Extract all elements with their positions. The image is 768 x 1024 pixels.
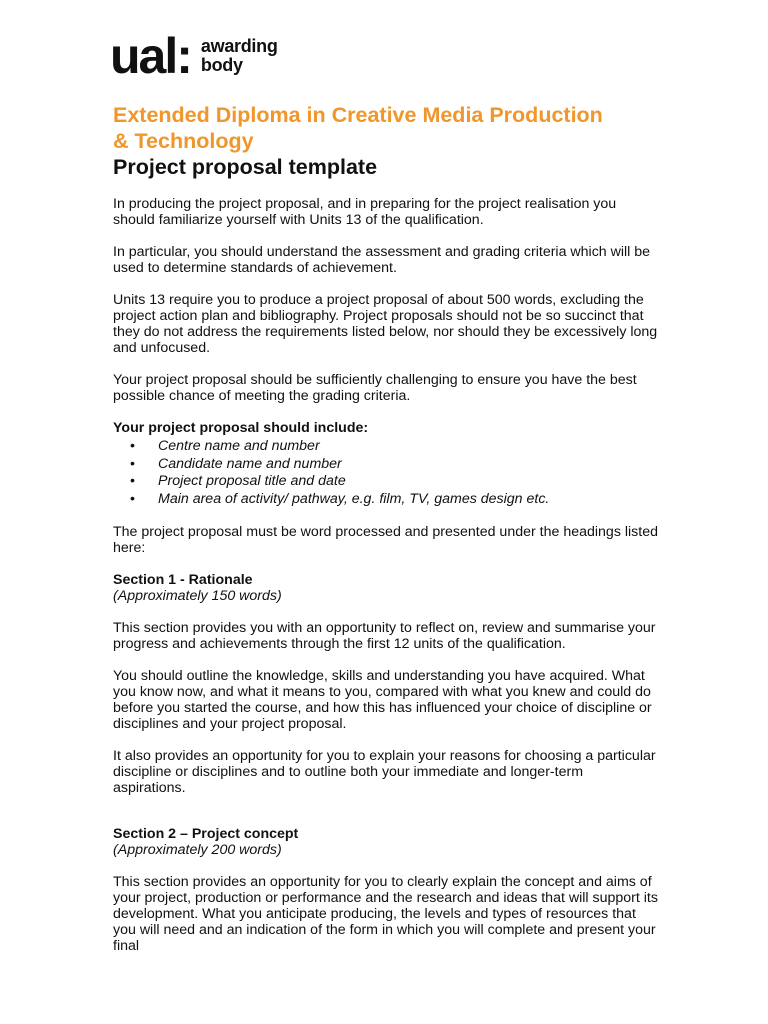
intro-paragraph-4: Your project proposal should be sufficiently challenging to ensure you have the best possible chance of meeting the grading criteria. [113, 372, 637, 404]
section-2-heading: Section 2 – Project concept [113, 826, 299, 842]
bullet-icon: • [130, 455, 135, 472]
section-2-paragraph-1: This section provides an opportunity for you to clearly explain the concept and aims of your project, production or performance and the research and ideas that will support its development. What you anticipate producing, the levels and types of resources that you will need and an indication of the form in which you will complete and present your final [113, 874, 658, 954]
section-2-word-count: (Approximately 200 words) [113, 842, 282, 858]
bullet-icon: • [130, 490, 135, 507]
title-line-2: & Technology [113, 129, 254, 153]
intro-paragraph-3: Units 13 require you to produce a project proposal of about 500 words, excluding the project action plan and bibliography. Project proposals should not be so succinct that they do not address the requirements listed below, nor should they be excessively long and unfocused. [113, 292, 658, 356]
headings-note: The project proposal must be word processed and presented under the headings listed here: [113, 524, 658, 556]
section-1-paragraph-2: You should outline the knowledge, skills and understanding you have acquired. What you know now, and what it means to you, compared with what you knew and could do before you started the course, and how this has influenced your choice of discipline or disciplines and your project proposal. [113, 668, 652, 732]
logo-words [201, 37, 278, 75]
list-item [113, 473, 658, 491]
ual-logo [110, 28, 278, 84]
list-item-text: Candidate name and number [158, 455, 342, 472]
bullet-icon: • [130, 438, 135, 454]
document-subtitle: Project proposal template [113, 155, 378, 179]
section-1-heading: Section 1 - Rationale [113, 572, 253, 588]
intro-paragraph-2: In particular, you should understand the assessment and grading criteria which will be used to determine standards of achievement. [113, 244, 651, 276]
logo-mark: ual: [110, 28, 191, 84]
section-1-word-count: (Approximately 150 words) [113, 588, 282, 604]
include-heading: Your project proposal should include: [113, 420, 369, 436]
document-content [113, 102, 658, 970]
list-item [113, 491, 658, 509]
section-1-paragraph-3: It also provides an opportunity for you to explain your reasons for choosing a particular discipline or disciplines and to outline both your immediate and longer-term aspirations. [113, 748, 656, 796]
list-item-text: Centre name and number [158, 438, 320, 454]
include-list [113, 438, 658, 508]
logo-word-body: body [200, 55, 243, 75]
list-item-text: Project proposal title and date [158, 473, 346, 489]
bullet-icon: • [130, 473, 135, 489]
section-1-paragraph-1: This section provides you with an opportunity to reflect on, review and summarise your progress and achievements through the first 12 units of the qualification. [113, 620, 656, 652]
list-item-text: Main area of activity/ pathway, e.g. film, TV, games design etc. [158, 490, 550, 507]
logo-word-awarding: awarding [200, 36, 278, 56]
document-title [113, 102, 658, 154]
intro-paragraph-1: In producing the project proposal, and in preparing for the project realisation you should familiarize yourself with Units 13 of the qualification. [113, 196, 617, 228]
title-line-1: Extended Diploma in Creative Media Production [113, 103, 603, 127]
list-item [113, 438, 658, 456]
list-item [113, 456, 658, 474]
